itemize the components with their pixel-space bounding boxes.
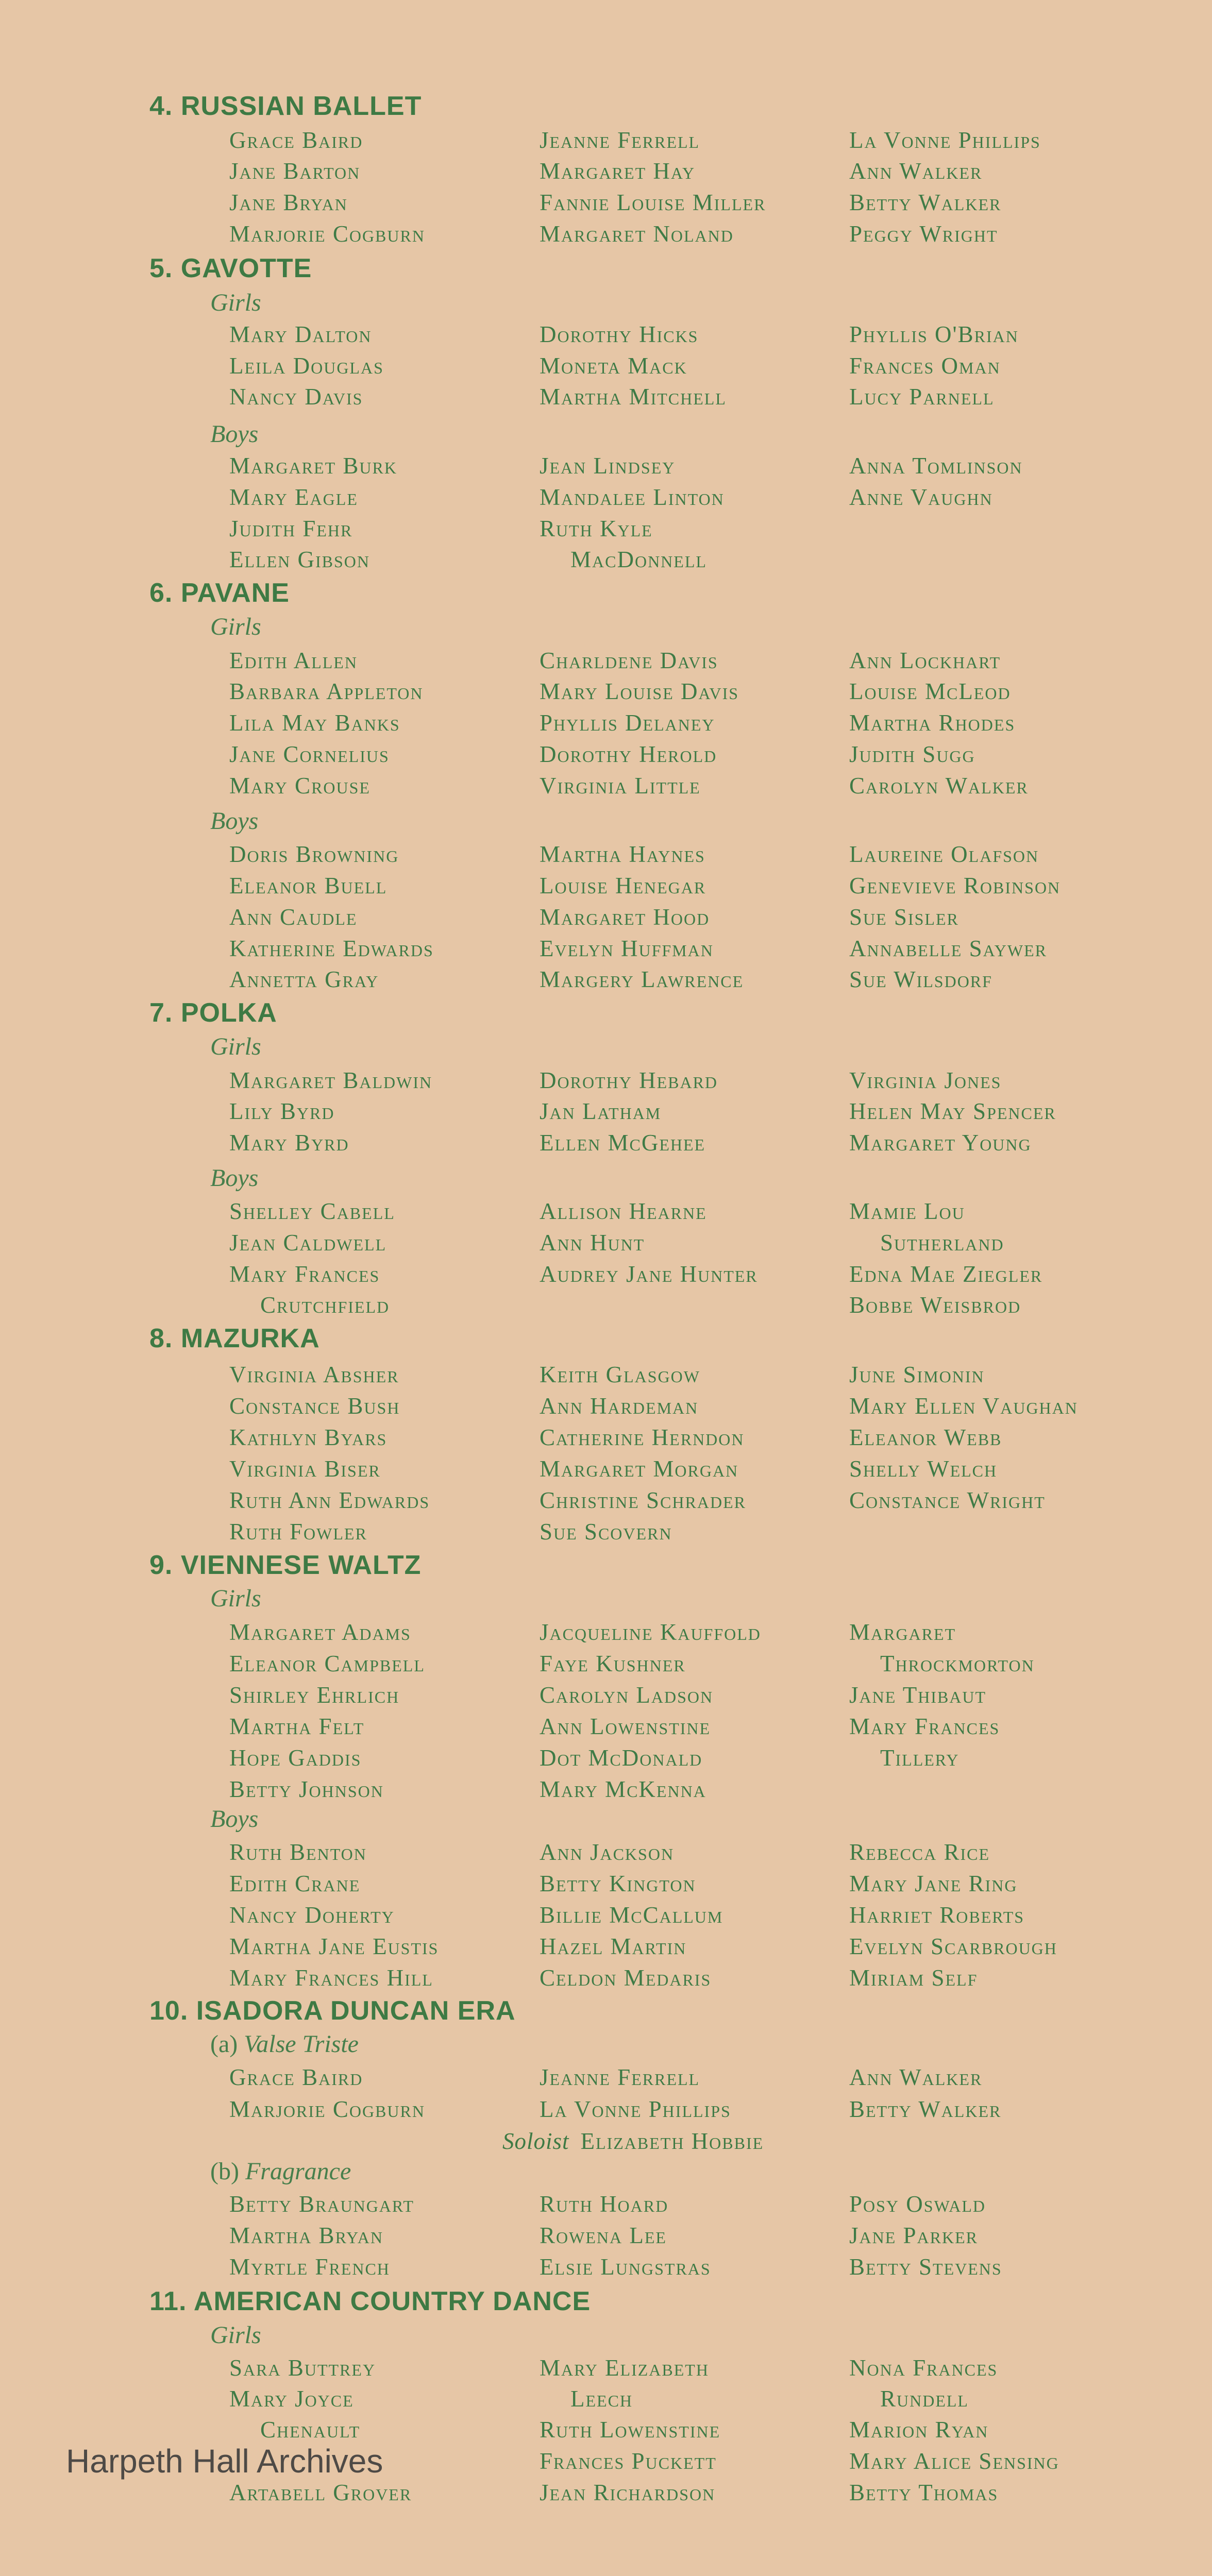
dancer-name: June Simonin bbox=[849, 1362, 985, 1387]
dancer-name: Artabell Grover bbox=[229, 2480, 412, 2505]
dancer-name: Myrtle French bbox=[229, 2254, 390, 2280]
dancer-name: Mary McKenna bbox=[540, 1776, 706, 1802]
dancer-name: Virginia Absher bbox=[229, 1362, 399, 1387]
dancer-name: Jane Cornelius bbox=[229, 741, 390, 767]
dancer-name: Jean Caldwell bbox=[229, 1230, 387, 1256]
soloist-role: Soloist bbox=[502, 2128, 569, 2154]
section-title: 6. PAVANE bbox=[149, 578, 290, 608]
group-label-text: Girls bbox=[210, 289, 261, 316]
dancer-name: Margaret Burk bbox=[229, 453, 397, 479]
dancer-name: Bobbe Weisbrod bbox=[849, 1292, 1021, 1318]
dancer-name: Louise Henegar bbox=[540, 873, 706, 899]
dancer-name: Margaret Hay bbox=[540, 158, 696, 184]
dancer-name: Lily Byrd bbox=[229, 1098, 335, 1124]
dancer-name: Marjorie Cogburn bbox=[229, 221, 425, 247]
group-label-text: Girls bbox=[210, 1033, 261, 1060]
dancer-name: Rundell bbox=[880, 2386, 969, 2412]
dancer-name: Dot McDonald bbox=[540, 1745, 703, 1771]
dancer-name: Virginia Jones bbox=[849, 1067, 1002, 1093]
soloist-name: Elizabeth Hobbie bbox=[580, 2128, 764, 2154]
dancer-name: Ruth Ann Edwards bbox=[229, 1487, 430, 1513]
dancer-name: Eleanor Webb bbox=[849, 1425, 1002, 1450]
dancer-name: Posy Oswald bbox=[849, 2191, 986, 2217]
dancer-name: Carolyn Walker bbox=[849, 773, 1029, 799]
section-title: 9. VIENNESE WALTZ bbox=[149, 1550, 422, 1580]
part-label: (a) bbox=[210, 2030, 238, 2058]
dancer-name: Rowena Lee bbox=[540, 2223, 667, 2248]
dancer-name: Ruth Benton bbox=[229, 1839, 367, 1865]
dancer-name: Edith Crane bbox=[229, 1871, 361, 1896]
group-label bbox=[210, 291, 261, 315]
dancer-name: Mary Crouse bbox=[229, 773, 371, 799]
dancer-name: Mary Joyce bbox=[229, 2386, 354, 2412]
dancer-name: Faye Kushner bbox=[540, 1651, 686, 1676]
dancer-name: Constance Wright bbox=[849, 1487, 1046, 1513]
dancer-name: Mary Dalton bbox=[229, 321, 372, 347]
dancer-name: Louise McLeod bbox=[849, 679, 1011, 704]
dancer-name: Mary Ellen Vaughan bbox=[849, 1393, 1078, 1419]
dancer-name: Jacqueline Kauffold bbox=[540, 1619, 761, 1645]
dancer-name: Mary Louise Davis bbox=[540, 679, 739, 704]
dancer-name: Mary Byrd bbox=[229, 1130, 349, 1156]
dancer-name: Christine Schrader bbox=[540, 1487, 746, 1513]
group-label bbox=[210, 809, 258, 834]
section-title: 10. ISADORA DUNCAN ERA bbox=[149, 1996, 516, 2026]
group-label bbox=[210, 615, 261, 639]
dancer-name: Genevieve Robinson bbox=[849, 873, 1061, 899]
dancer-name: MacDonnell bbox=[570, 547, 707, 572]
dancer-name: Dorothy Herold bbox=[540, 741, 717, 767]
soloist-line bbox=[502, 2130, 764, 2153]
dancer-name: Rebecca Rice bbox=[849, 1839, 990, 1865]
group-label-text: Boys bbox=[210, 420, 259, 448]
dancer-name: Ann Walker bbox=[849, 158, 983, 184]
group-label-text: Girls bbox=[210, 613, 261, 640]
dancer-name: Margaret Noland bbox=[540, 221, 734, 247]
dancer-name: Allison Hearne bbox=[540, 1198, 707, 1224]
dancer-name: Anna Tomlinson bbox=[849, 453, 1023, 479]
group-label bbox=[210, 2032, 359, 2057]
group-label bbox=[210, 2323, 261, 2348]
dancer-name: Barbara Appleton bbox=[229, 679, 424, 704]
dancer-name: Peggy Wright bbox=[849, 221, 998, 247]
dancer-name: Judith Fehr bbox=[229, 516, 353, 541]
dancer-name: Martha Haynes bbox=[540, 841, 705, 867]
dancer-name: Jean Lindsey bbox=[540, 453, 676, 479]
dancer-name: Frances Puckett bbox=[540, 2448, 717, 2474]
dancer-name: Shirley Ehrlich bbox=[229, 1682, 400, 1708]
dancer-name: Jane Parker bbox=[849, 2223, 979, 2248]
dancer-name: Tillery bbox=[880, 1745, 959, 1771]
dancer-name: Margaret bbox=[849, 1619, 956, 1645]
dancer-name: Ruth Fowler bbox=[229, 1519, 367, 1545]
dancer-name: Martha Mitchell bbox=[540, 384, 727, 410]
group-label-text: Boys bbox=[210, 807, 259, 835]
dancer-name: Crutchfield bbox=[260, 1292, 390, 1318]
group-label-text: Boys bbox=[210, 1805, 259, 1833]
dancer-name: Margaret Morgan bbox=[540, 1456, 739, 1482]
dancer-name: Keith Glasgow bbox=[540, 1362, 700, 1387]
dancer-name: Kathlyn Byars bbox=[229, 1425, 388, 1450]
dancer-name: Carolyn Ladson bbox=[540, 1682, 714, 1708]
dancer-name: Phyllis Delaney bbox=[540, 710, 715, 736]
dancer-name: Betty Walker bbox=[849, 2096, 1002, 2122]
dancer-name: Phyllis O'Brian bbox=[849, 321, 1019, 347]
dancer-name: Dorothy Hicks bbox=[540, 321, 699, 347]
dancer-name: Nancy Doherty bbox=[229, 1902, 395, 1928]
group-label-text: Boys bbox=[210, 1164, 259, 1192]
dancer-name: Edna Mae Ziegler bbox=[849, 1261, 1043, 1287]
dancer-name: Billie McCallum bbox=[540, 1902, 723, 1928]
dancer-name: Jan Latham bbox=[540, 1098, 662, 1124]
dancer-name: Annabelle Saywer bbox=[849, 936, 1048, 961]
dancer-name: Mary Eagle bbox=[229, 484, 358, 510]
dancer-name: Betty Stevens bbox=[849, 2254, 1002, 2280]
dancer-name: Miriam Self bbox=[849, 1965, 978, 1991]
part-label: (b) bbox=[210, 2158, 239, 2185]
dancer-name: Margaret Baldwin bbox=[229, 1067, 433, 1093]
dancer-name: Moneta Mack bbox=[540, 353, 687, 379]
dancer-name: Jane Bryan bbox=[229, 190, 348, 215]
dancer-name: Margaret Young bbox=[849, 1130, 1032, 1156]
dancer-name: Jeanne Ferrell bbox=[540, 2064, 700, 2090]
dancer-name: Evelyn Scarbrough bbox=[849, 1934, 1057, 1959]
dancer-name: Virginia Biser bbox=[229, 1456, 381, 1482]
dancer-name: Ann Caudle bbox=[229, 904, 358, 930]
dancer-name: Margaret Adams bbox=[229, 1619, 411, 1645]
dancer-name: Leech bbox=[570, 2386, 633, 2412]
dancer-name: Ellen McGehee bbox=[540, 1130, 706, 1156]
dancer-name: Betty Johnson bbox=[229, 1776, 384, 1802]
dancer-name: Evelyn Huffman bbox=[540, 936, 714, 961]
dancer-name: Jean Richardson bbox=[540, 2480, 716, 2505]
dancer-name: Jane Thibaut bbox=[849, 1682, 987, 1708]
group-label-text: Girls bbox=[210, 2321, 261, 2349]
dancer-name: Katherine Edwards bbox=[229, 936, 434, 961]
dancer-name: Leila Douglas bbox=[229, 353, 384, 379]
dancer-name: Grace Baird bbox=[229, 127, 363, 153]
dancer-name: Nancy Davis bbox=[229, 384, 363, 410]
dancer-name: Ann Lockhart bbox=[849, 648, 1001, 673]
section-title: 11. AMERICAN COUNTRY DANCE bbox=[149, 2286, 591, 2316]
dancer-name: Betty Braungart bbox=[229, 2191, 414, 2217]
group-label bbox=[210, 422, 258, 447]
dancer-name: Ruth Kyle bbox=[540, 516, 653, 541]
dancer-name: Martha Bryan bbox=[229, 2223, 383, 2248]
dancer-name: Catherine Herndon bbox=[540, 1425, 745, 1450]
dancer-name: Shelly Welch bbox=[849, 1456, 998, 1482]
dancer-name: Margery Lawrence bbox=[540, 967, 744, 992]
dancer-name: Eleanor Buell bbox=[229, 873, 388, 899]
dancer-name: Mary Frances Hill bbox=[229, 1965, 433, 1991]
group-label bbox=[210, 1586, 261, 1611]
dancer-name: Elsie Lungstras bbox=[540, 2254, 711, 2280]
group-label-text: Fragrance bbox=[245, 2158, 351, 2185]
dancer-name: Marjorie Cogburn bbox=[229, 2096, 425, 2122]
dancer-name: Ann Lowenstine bbox=[540, 1714, 711, 1739]
section-title: 4. RUSSIAN BALLET bbox=[149, 91, 422, 121]
dancer-name: Doris Browning bbox=[229, 841, 399, 867]
dancer-name: Shelley Cabell bbox=[229, 1198, 395, 1224]
dancer-name: Margaret Hood bbox=[540, 904, 710, 930]
dancer-name: Charldene Davis bbox=[540, 648, 718, 673]
group-label bbox=[210, 1035, 261, 1059]
dancer-name: Ann Hardeman bbox=[540, 1393, 699, 1419]
dancer-name: Ann Jackson bbox=[540, 1839, 675, 1865]
dancer-name: Betty Thomas bbox=[849, 2480, 999, 2505]
dancer-name: Martha Felt bbox=[229, 1714, 365, 1739]
section-title: 5. GAVOTTE bbox=[149, 253, 312, 283]
group-label-text: Girls bbox=[210, 1585, 261, 1612]
dancer-name: Lila May Banks bbox=[229, 710, 400, 736]
dancer-name: Edith Allen bbox=[229, 648, 358, 673]
group-label bbox=[210, 1807, 258, 1832]
dancer-name: Judith Sugg bbox=[849, 741, 975, 767]
dancer-name: Betty Walker bbox=[849, 190, 1002, 215]
dancer-name: Chenault bbox=[260, 2417, 361, 2443]
dancer-name: La Vonne Phillips bbox=[540, 2096, 731, 2122]
dancer-name: Sutherland bbox=[880, 1230, 1004, 1256]
dancer-name: Eleanor Campbell bbox=[229, 1651, 425, 1676]
dancer-name: Annetta Gray bbox=[229, 967, 379, 992]
dancer-name: Hazel Martin bbox=[540, 1934, 687, 1959]
dancer-name: Martha Rhodes bbox=[849, 710, 1016, 736]
group-label bbox=[210, 2159, 351, 2184]
group-label bbox=[210, 1166, 258, 1191]
dancer-name: Fannie Louise Miller bbox=[540, 190, 766, 215]
dancer-name: Ann Walker bbox=[849, 2064, 983, 2090]
dancer-name: Mandalee Linton bbox=[540, 484, 725, 510]
dancer-name: Dorothy Hebard bbox=[540, 1067, 718, 1093]
dancer-name: Audrey Jane Hunter bbox=[540, 1261, 758, 1287]
dancer-name: Jane Barton bbox=[229, 158, 361, 184]
dancer-name: Helen May Spencer bbox=[849, 1098, 1056, 1124]
dancer-name: Sue Scovern bbox=[540, 1519, 672, 1545]
dancer-name: Virginia Little bbox=[540, 773, 701, 799]
dancer-name: Mamie Lou bbox=[849, 1198, 965, 1224]
group-label-text: Valse Triste bbox=[244, 2030, 359, 2058]
dancer-name: Mary Jane Ring bbox=[849, 1871, 1018, 1896]
dancer-name: Sue Sisler bbox=[849, 904, 959, 930]
archive-watermark: Harpeth Hall Archives bbox=[66, 2443, 383, 2480]
dancer-name: Betty Kington bbox=[540, 1871, 696, 1896]
dancer-name: Ellen Gibson bbox=[229, 547, 371, 572]
dancer-name: Throckmorton bbox=[880, 1651, 1035, 1676]
dancer-name: La Vonne Phillips bbox=[849, 127, 1041, 153]
dancer-name: Jeanne Ferrell bbox=[540, 127, 700, 153]
dancer-name: Harriet Roberts bbox=[849, 1902, 1025, 1928]
dancer-name: Marion Ryan bbox=[849, 2417, 989, 2443]
dancer-name: Laureine Olafson bbox=[849, 841, 1039, 867]
dancer-name: Anne Vaughn bbox=[849, 484, 993, 510]
dancer-name: Mary Alice Sensing bbox=[849, 2448, 1059, 2474]
section-title: 7. POLKA bbox=[149, 998, 277, 1028]
dancer-name: Hope Gaddis bbox=[229, 1745, 362, 1771]
dancer-name: Frances Oman bbox=[849, 353, 1001, 379]
dancer-name: Mary Frances bbox=[229, 1261, 380, 1287]
dancer-name: Grace Baird bbox=[229, 2064, 363, 2090]
dancer-name: Ann Hunt bbox=[540, 1230, 645, 1256]
dancer-name: Constance Bush bbox=[229, 1393, 400, 1419]
dancer-name: Ruth Lowenstine bbox=[540, 2417, 721, 2443]
dancer-name: Ruth Hoard bbox=[540, 2191, 669, 2217]
dancer-name: Lucy Parnell bbox=[849, 384, 995, 410]
dancer-name: Celdon Medaris bbox=[540, 1965, 712, 1991]
section-title: 8. MAZURKA bbox=[149, 1324, 320, 1353]
dancer-name: Mary Elizabeth bbox=[540, 2355, 709, 2381]
dancer-name: Sue Wilsdorf bbox=[849, 967, 992, 992]
dancer-name: Martha Jane Eustis bbox=[229, 1934, 439, 1959]
dancer-name: Nona Frances bbox=[849, 2355, 998, 2381]
dancer-name: Sara Buttrey bbox=[229, 2355, 376, 2381]
dancer-name: Mary Frances bbox=[849, 1714, 1000, 1739]
